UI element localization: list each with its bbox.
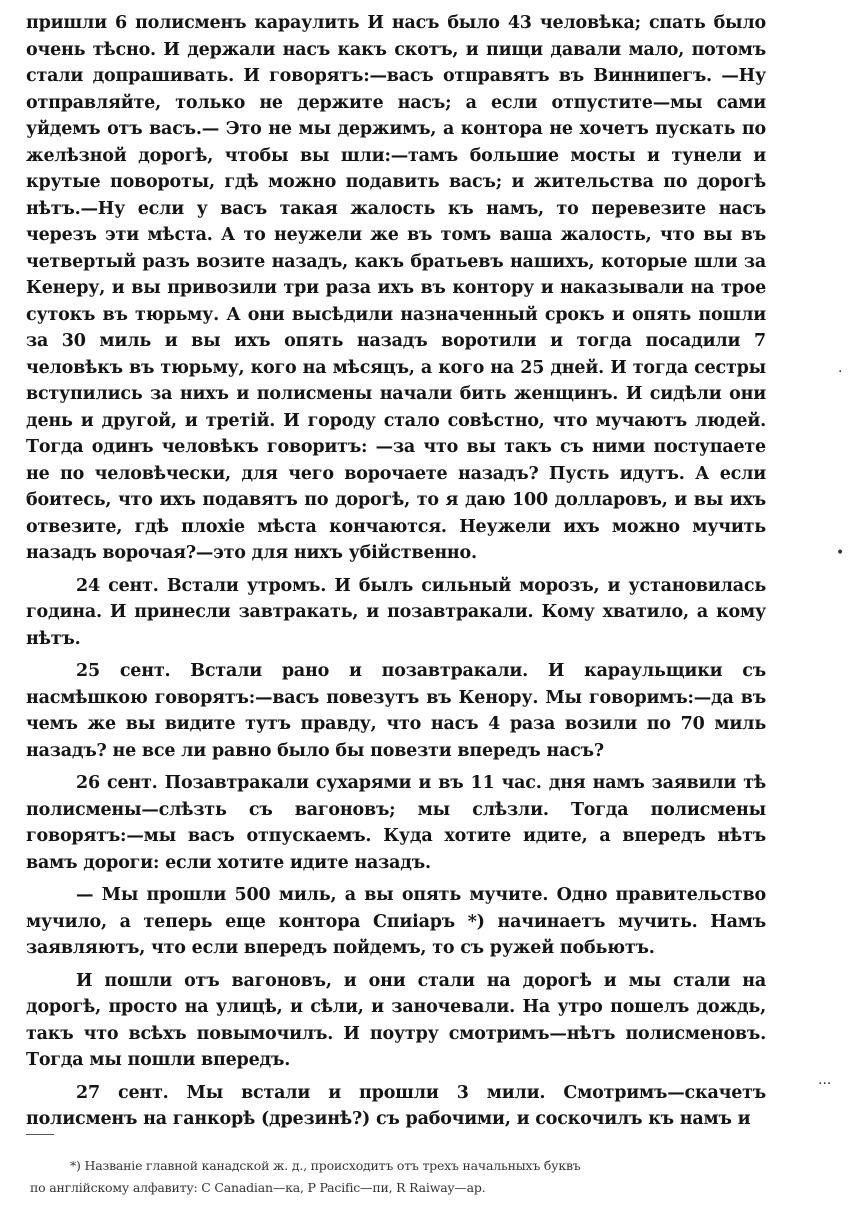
body-text [26,10,766,1139]
margin-mark: ... [818,1072,832,1088]
footnote-line: по англійскому алфавиту: C Canadian—ка, P Pacific—пи, R Raiway—ар. [30,1180,486,1195]
paragraph-dialogue: — Мы прошли 500 миль, а вы опять мучите. Одно правительство мучило, а теперь еще контора Спиіаръ *) начинаетъ мучить. Намъ заявляютъ, что если впередъ пойдемъ, то съ ружей побьютъ. [26,885,766,958]
margin-mark: . [838,360,843,376]
margin-mark: • [836,545,845,561]
footnote [30,1155,760,1199]
footnote-rule [26,1134,54,1135]
paragraph-sep-24: 24 сент. Встали утромъ. И былъ сильный морозъ, и установилась година. И принесли завтракать, и позавтракали. Кому хватило, а кому нѣтъ. [26,575,766,649]
paragraph-sep-27: 27 сент. Мы встали и прошли 3 мили. Смотримъ—скачетъ полисменъ на ганкорѣ (дрезинѣ?) съ рабочими, и соскочилъ къ намъ и [26,1082,766,1129]
paragraph-sep-25: 25 сент. Встали рано и позавтракали. И караульщики съ насмѣшкою говорятъ:—васъ повезутъ въ Кенору. Мы говоримъ:—да въ чемъ же вы видите тутъ правду, что насъ 4 раза возили по 70 миль назадъ? не все ли равно было бы повезти впередъ насъ? [26,661,766,761]
paragraph-night: И пошли отъ вагоновъ, и они стали на дорогѣ и мы стали на дорогѣ, просто на улицѣ, и сѣли, и заночевали. На утро пошелъ дождь, такъ что всѣхъ повымочилъ. И поутру смотримъ—нѣтъ полисменовъ. Тогда мы пошли впередъ. [26,970,766,1070]
paragraph-1: пришли 6 полисменъ караулить И насъ было 43 человѣка; спать было очень тѣсно. И держали насъ какъ скотъ, и пищи давали мало, потомъ стали допрашивать. И говорятъ:—васъ отправятъ въ Виннипегъ. —Ну отправляйте, только не держите насъ; а если отпустите—мы сами уйдемъ отъ васъ.— Это не мы держимъ, а контора не хочетъ пускать по желѣзной дорогѣ, чтобы вы шли:—тамъ большие мосты и тунели и крутые повороты, гдѣ можно подавить васъ; и жительства по дорогѣ нѣтъ.—Ну если у васъ такая жалость къ намъ, то перевезите насъ черезъ эти мѣста. А то неужели же въ томъ ваша жалость, что вы въ четвертый разъ возите назадъ, какъ братьевъ нашихъ, которые шли за Кенеру, и вы привозили три раза ихъ въ контору и наказывали на трое сутокъ въ тюрьму. А они высѣдили назначенный срокъ и опять пошли за 30 миль и вы ихъ опять назадъ воротили и тогда посадили 7 человѣкъ въ тюрьму, кого на мѣсяцъ, а кого на 25 дней. И тогда сестры вступились за нихъ и полисмены начали бить женщинъ. И сидѣли они день и другой, и третій. И городу стало совѣстно, что мучаютъ людей. Тогда одинъ человѣкъ говоритъ: —за что вы такъ съ ними поступаете не по человѣчески, для чего ворочаете назадъ? Пусть идутъ. А если боитесь, что ихъ подавятъ по дорогѣ, то я даю 100 долларовъ, и вы ихъ отвезите, гдѣ плохіе мѣста кончаются. Неужели ихъ можно мучить назадъ ворочая?—это для нихъ убійственно. [26,13,766,563]
paragraph-sep-26: 26 сент. Позавтракали сухарями и въ 11 час. дня намъ заявили тѣ полисмены—слѣзть съ вагоновъ; мы слѣзли. Тогда полисмены говорятъ:—мы васъ отпускаемъ. Куда хотите идите, а впередъ нѣтъ вамъ дороги: если хотите идите назадъ. [26,773,766,873]
footnote-line: *) Названіе главной канадской ж. д., происходитъ отъ трехъ начальныхъ буквъ [70,1158,581,1173]
